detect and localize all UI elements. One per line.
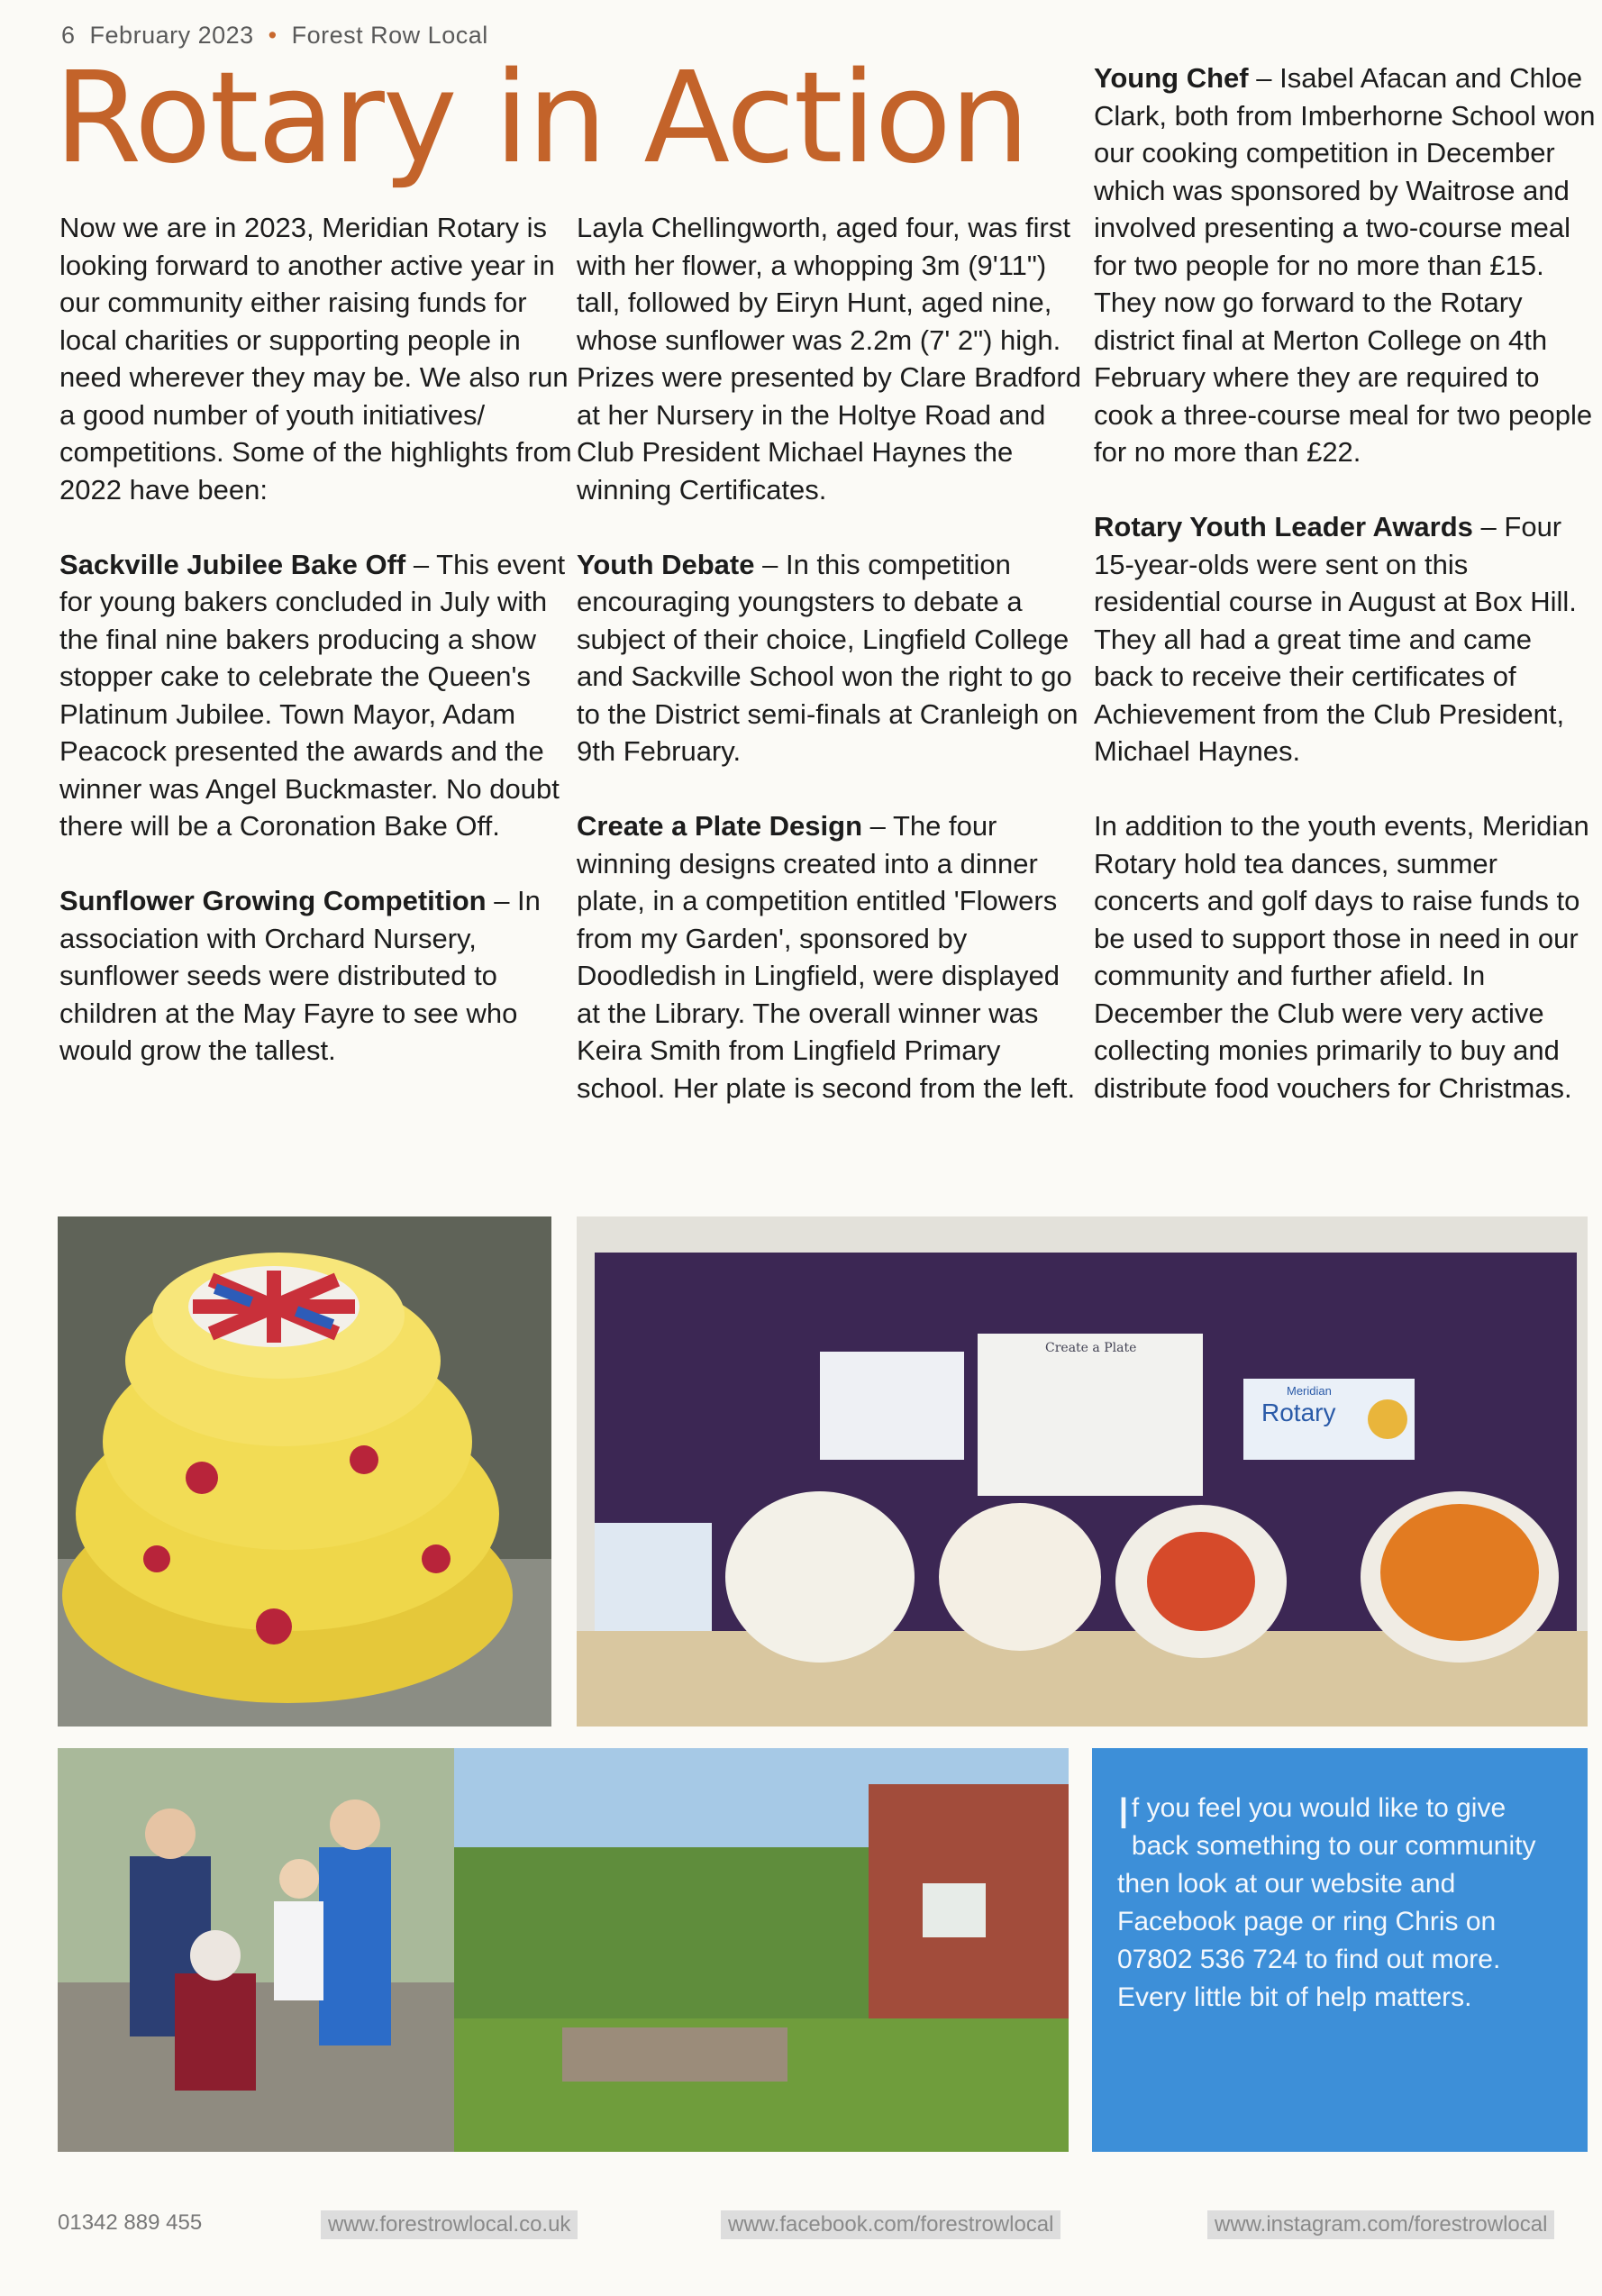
leader-paragraph <box>1094 508 1598 770</box>
people-garden-illustration <box>58 1748 1069 2152</box>
issue-date: February 2023 <box>89 22 254 49</box>
column-3 <box>1094 59 1598 1144</box>
sunflower-paragraph <box>59 882 573 1070</box>
rotary-logo-small: Meridian <box>1287 1384 1332 1398</box>
debate-heading: Youth Debate <box>577 548 755 580</box>
column-2 <box>577 209 1081 1144</box>
cta-tagline: Every little bit of help matters. <box>1117 1982 1472 2012</box>
footer-website-link[interactable]: www.forestrowlocal.co.uk <box>321 2210 578 2239</box>
debate-text: – In this competition encouraging youngsters to debate a subject of their choice, Lingfield College and Sackville School won the right to go to the District semi-finals at Cranleigh on 9th February. <box>577 548 1079 767</box>
sunflower-text: – In association with Orchard Nursery, sunflower seeds were distributed to children at the May Fayre to see who would grow the tallest. <box>59 885 541 1066</box>
debate-paragraph <box>577 546 1081 770</box>
chef-paragraph <box>1094 59 1598 471</box>
cta-body: f you feel you would like to give back something to our community then look at our website and Facebook page or ring Chris on <box>1117 1793 1536 1936</box>
call-to-action-text <box>1117 1790 1568 2017</box>
bakeoff-text: – This event for young bakers concluded in July with the final nine bakers producing a show stopper cake to celebrate the Queen's Platinum Jubilee. Town Mayor, Adam Peacock presented the awards and the winner was Angel Buckmaster. No doubt there will be a Coronation Bake Off. <box>59 548 566 842</box>
bakeoff-paragraph <box>59 546 573 845</box>
column-1 <box>59 209 573 1107</box>
sunflower-continued: Layla Chellingworth, aged four, was first with her flower, a whopping 3m (9'11") tall, followed by Eiryn Hunt, aged nine, whose sunflower was 2.2m (7' 2") high. Prizes were presented by Clare Bradford at her Nursery in the Holtye Road and Club President Michael Haynes the winning Certificates. <box>577 212 1081 506</box>
sunflower-winners-photo <box>58 1748 1069 2152</box>
footer-phone: 01342 889 455 <box>58 2210 203 2235</box>
publication-name: Forest Row Local <box>291 22 488 49</box>
article-title: Rotary in Action <box>54 45 1028 192</box>
plates-illustration <box>577 1216 1588 1727</box>
closing-paragraph: In addition to the youth events, Meridian Rotary hold tea dances, summer concerts and golf days to raise funds to be used to support those in need in our community and further afield. In December the Club were very active collecting monies primarily to buy and distribute food vouchers for Christmas. <box>1094 810 1589 1104</box>
leader-heading: Rotary Youth Leader Awards <box>1094 511 1473 542</box>
page-number: 6 <box>61 22 76 49</box>
sunflower-heading: Sunflower Growing Competition <box>59 885 487 916</box>
rotary-logo-text: Rotary <box>1261 1399 1336 1426</box>
plate-text: – The four winning designs created into a dinner plate, in a competition entitled 'Flowers from my Garden', sponsored by Doodledish in Lingfield, were displayed at the Library. The overall winner was Keira Smith from Lingfield Primary school. Her plate is second from the left. <box>577 810 1076 1104</box>
leader-text: – Four 15-year-olds were sent on this residential course in August at Box Hill. They all had a great time and came back to receive their certificates of Achievement from the Club President, Michael Haynes. <box>1094 511 1577 767</box>
intro-paragraph: Now we are in 2023, Meridian Rotary is looking forward to another active year in our community either raising funds for local charities or supporting people in need wherever they may be. We also run a good number of youth initiatives/ competitions. Some of the highlights from 2022 have been: <box>59 212 572 506</box>
call-to-action-box <box>1092 1748 1588 2152</box>
chef-heading: Young Chef <box>1094 62 1249 94</box>
cta-phone: 07802 536 724 to find out more. <box>1117 1945 1501 1974</box>
cake-illustration <box>58 1216 551 1727</box>
poster-title: Create a Plate <box>1045 1341 1137 1355</box>
plate-paragraph <box>577 807 1081 1107</box>
plates-display-photo <box>577 1216 1588 1727</box>
separator-dot: • <box>268 22 278 49</box>
footer-facebook-link[interactable]: www.facebook.com/forestrowlocal <box>721 2210 1060 2239</box>
bakeoff-heading: Sackville Jubilee Bake Off <box>59 548 406 580</box>
drop-cap: I <box>1117 1788 1130 1838</box>
chef-text: – Isabel Afacan and Chloe Clark, both from Imberhorne School won our cooking competition in December which was sponsored by Waitrose and involved presenting a two-course meal for two people for no more than £15. They now go forward to the Rotary district final at Merton College on 4th February where they are required to cook a three-course meal for two people for no more than £22. <box>1094 62 1596 468</box>
footer-instagram-link[interactable]: www.instagram.com/forestrowlocal <box>1207 2210 1554 2239</box>
cake-photo <box>58 1216 551 1727</box>
plate-heading: Create a Plate Design <box>577 810 863 842</box>
